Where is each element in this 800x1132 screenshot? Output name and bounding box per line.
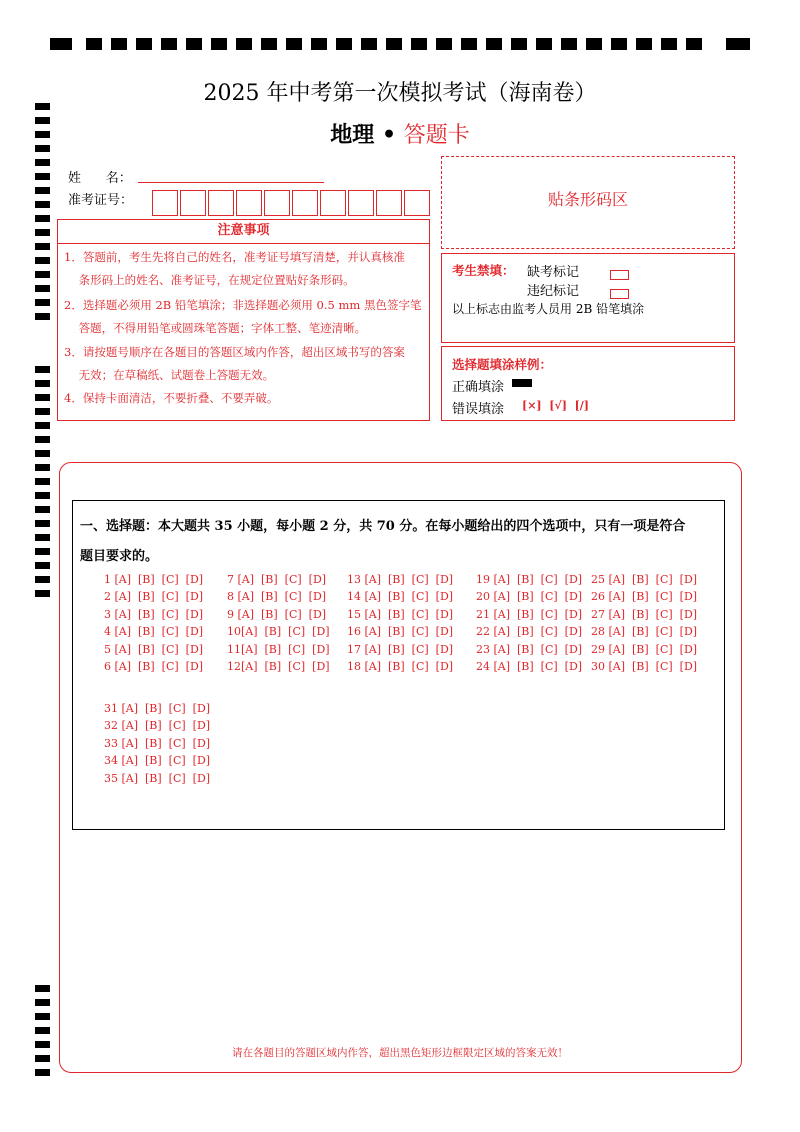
timing-mark — [35, 229, 50, 236]
question-row[interactable]: 24 [A] [B] [C] [D] — [476, 660, 583, 673]
top-timing-marks — [50, 38, 750, 52]
timing-mark — [386, 38, 402, 50]
question-row[interactable]: 33 [A] [B] [C] [D] — [104, 736, 211, 750]
id-digit-box[interactable] — [292, 190, 318, 216]
timing-mark — [411, 38, 427, 50]
question-row[interactable]: 26 [A] [B] [C] [D] — [591, 590, 698, 604]
sample-title: 选择题填涂样例： — [452, 357, 553, 372]
id-digit-box[interactable] — [152, 190, 178, 216]
timing-mark — [35, 187, 50, 194]
timing-mark — [35, 562, 50, 569]
name-field[interactable] — [138, 182, 324, 183]
question-row[interactable]: 13 [A] [B] [C] [D] — [347, 573, 454, 586]
id-digit-box[interactable] — [348, 190, 374, 216]
question-row[interactable]: 16 [A] [B] [C] [D] — [347, 625, 454, 639]
question-row[interactable]: 2 [A] [B] [C] [D] — [104, 590, 204, 604]
timing-mark — [35, 380, 50, 387]
notice-item: 4．保持卡面清洁，不要折叠、不要弄破。 — [64, 391, 279, 405]
question-row[interactable]: 10[A] [B] [C] [D] — [227, 625, 330, 639]
question-row[interactable]: 1 [A] [B] [C] [D] — [104, 573, 204, 586]
timing-mark — [35, 492, 50, 499]
question-row[interactable]: 7 [A] [B] [C] [D] — [227, 573, 327, 586]
question-row[interactable]: 19 [A] [B] [C] [D] — [476, 573, 583, 586]
timing-mark — [35, 506, 50, 513]
question-row[interactable]: 15 [A] [B] [C] [D] — [347, 607, 454, 621]
notice-title: 注意事项 — [57, 219, 430, 244]
timing-mark — [336, 38, 352, 50]
id-digit-box[interactable] — [376, 190, 402, 216]
timing-mark — [686, 38, 702, 50]
timing-mark — [35, 422, 50, 429]
id-label: 准考证号： — [68, 193, 134, 208]
timing-mark — [35, 201, 50, 208]
timing-mark — [436, 38, 452, 50]
question-row[interactable]: 9 [A] [B] [C] [D] — [227, 607, 327, 621]
wrong-fill-label: 错误填涂 — [452, 402, 505, 417]
timing-mark — [35, 271, 50, 278]
timing-mark — [35, 590, 50, 597]
timing-mark — [35, 243, 50, 250]
forbidden-title: 考生禁填： — [452, 263, 515, 278]
question-row[interactable]: 27 [A] [B] [C] [D] — [591, 607, 698, 621]
timing-mark — [35, 394, 50, 401]
timing-mark — [86, 38, 102, 50]
timing-mark — [611, 38, 627, 50]
timing-mark — [661, 38, 677, 50]
question-row[interactable]: 30 [A] [B] [C] [D] — [591, 660, 698, 673]
question-row[interactable]: 14 [A] [B] [C] [D] — [347, 590, 454, 604]
id-digit-box[interactable] — [264, 190, 290, 216]
timing-mark — [35, 408, 50, 415]
question-row[interactable]: 25 [A] [B] [C] [D] — [591, 573, 698, 586]
question-row[interactable]: 3 [A] [B] [C] [D] — [104, 607, 204, 621]
question-row[interactable]: 5 [A] [B] [C] [D] — [104, 642, 204, 656]
id-digit-box[interactable] — [320, 190, 346, 216]
name-label: 姓 名： — [68, 171, 132, 186]
correct-fill-label: 正确填涂 — [452, 380, 505, 395]
timing-mark — [50, 38, 72, 50]
timing-mark — [726, 38, 750, 50]
timing-mark — [361, 38, 377, 50]
timing-mark — [35, 299, 50, 306]
timing-mark — [35, 257, 50, 264]
timing-mark — [35, 548, 50, 555]
timing-mark — [35, 478, 50, 485]
question-row[interactable]: 29 [A] [B] [C] [D] — [591, 642, 698, 656]
timing-mark — [35, 173, 50, 180]
question-row[interactable]: 32 [A] [B] [C] [D] — [104, 719, 211, 733]
card-label: 答题卡 — [403, 123, 470, 148]
forbidden-note: 以上标志由监考人员用 2B 铅笔填涂 — [452, 302, 645, 316]
timing-mark — [35, 1069, 50, 1076]
timing-mark — [261, 38, 277, 50]
timing-mark — [35, 1027, 50, 1034]
timing-mark — [35, 436, 50, 443]
question-row[interactable]: 20 [A] [B] [C] [D] — [476, 590, 583, 604]
question-row[interactable]: 28 [A] [B] [C] [D] — [591, 625, 698, 639]
question-row[interactable]: 18 [A] [B] [C] [D] — [347, 660, 454, 673]
timing-mark — [586, 38, 602, 50]
timing-mark — [111, 38, 127, 50]
timing-mark — [35, 520, 50, 527]
timing-mark — [35, 313, 50, 320]
timing-mark — [211, 38, 227, 50]
id-digit-box[interactable] — [208, 190, 234, 216]
question-row[interactable]: 21 [A] [B] [C] [D] — [476, 607, 583, 621]
timing-mark — [511, 38, 527, 50]
id-digit-box[interactable] — [180, 190, 206, 216]
notice-item: 3．请按题号顺序在各题目的答题区域内作答，超出区域书写的答案 — [64, 345, 405, 359]
card-subtitle — [0, 118, 800, 149]
section-title: 一、选择题：本大题共 35 小题，每小题 2 分，共 70 分。在每小题给出的四个选项中，只有一项是符合 — [80, 519, 686, 534]
question-row[interactable]: 8 [A] [B] [C] [D] — [227, 590, 327, 604]
notice-item: 2．选择题必须用 2B 铅笔填涂；非选择题必须用 0.5 mm 黑色签字笔 — [64, 298, 422, 312]
id-digit-box[interactable] — [236, 190, 262, 216]
section-title-cont: 题目要求的。 — [80, 549, 159, 564]
timing-mark — [35, 985, 50, 992]
timing-mark — [136, 38, 152, 50]
barcode-area[interactable]: 贴条形码区 — [441, 156, 735, 249]
id-digit-box[interactable] — [404, 190, 430, 216]
timing-mark — [35, 450, 50, 457]
timing-mark — [186, 38, 202, 50]
notice-item: 答题，不得用铅笔或圆珠笔答题；字体工整、笔迹清晰。 — [64, 321, 367, 335]
violation-mark-label: 违纪标记 — [527, 284, 580, 299]
timing-mark — [636, 38, 652, 50]
timing-mark — [35, 285, 50, 292]
question-row[interactable]: 22 [A] [B] [C] [D] — [476, 625, 583, 639]
timing-mark — [536, 38, 552, 50]
correct-fill-sample — [512, 379, 532, 387]
timing-mark — [35, 1013, 50, 1020]
question-row[interactable]: 17 [A] [B] [C] [D] — [347, 642, 454, 656]
timing-mark — [161, 38, 177, 50]
timing-mark — [35, 534, 50, 541]
question-row[interactable]: 12[A] [B] [C] [D] — [227, 660, 330, 673]
subtitle-dot: • — [374, 122, 404, 148]
timing-mark — [461, 38, 477, 50]
absent-mark-box[interactable] — [610, 264, 629, 283]
exam-id-boxes[interactable] — [152, 190, 432, 216]
timing-mark — [561, 38, 577, 50]
subject-name: 地理 — [330, 122, 375, 148]
question-row[interactable]: 4 [A] [B] [C] [D] — [104, 625, 204, 639]
timing-mark — [35, 366, 50, 373]
absent-mark-label: 缺考标记 — [527, 265, 580, 280]
question-row[interactable]: 34 [A] [B] [C] [D] — [104, 754, 211, 768]
question-row[interactable]: 6 [A] [B] [C] [D] — [104, 660, 204, 673]
timing-mark — [35, 999, 50, 1006]
question-row[interactable]: 23 [A] [B] [C] [D] — [476, 642, 583, 656]
timing-mark — [486, 38, 502, 50]
timing-mark — [35, 464, 50, 471]
timing-mark — [236, 38, 252, 50]
question-row[interactable]: 11[A] [B] [C] [D] — [227, 642, 330, 656]
question-row[interactable]: 35 [A] [B] [C] [D] — [104, 771, 211, 785]
notice-item: 1．答题前，考生先将自己的姓名，准考证号填写清楚，并认真核准 — [64, 250, 405, 264]
question-row[interactable]: 31 [A] [B] [C] [D] — [104, 702, 211, 715]
timing-mark — [35, 159, 50, 166]
notice-item: 无效；在草稿纸、试题卷上答题无效。 — [64, 368, 275, 382]
timing-mark — [35, 215, 50, 222]
footer-warning: 请在各题目的答题区域内作答，超出黑色矩形边框限定区域的答案无效！ — [232, 1047, 568, 1059]
wrong-fill-marks: [×] [√] [/] — [522, 399, 590, 412]
notice-item: 条形码上的姓名、准考证号，在规定位置贴好条形码。 — [64, 273, 355, 287]
timing-mark — [35, 576, 50, 583]
timing-mark — [311, 38, 327, 50]
exam-title: 2025 年中考第一次模拟考试（海南卷） — [203, 81, 597, 106]
timing-mark — [286, 38, 302, 50]
